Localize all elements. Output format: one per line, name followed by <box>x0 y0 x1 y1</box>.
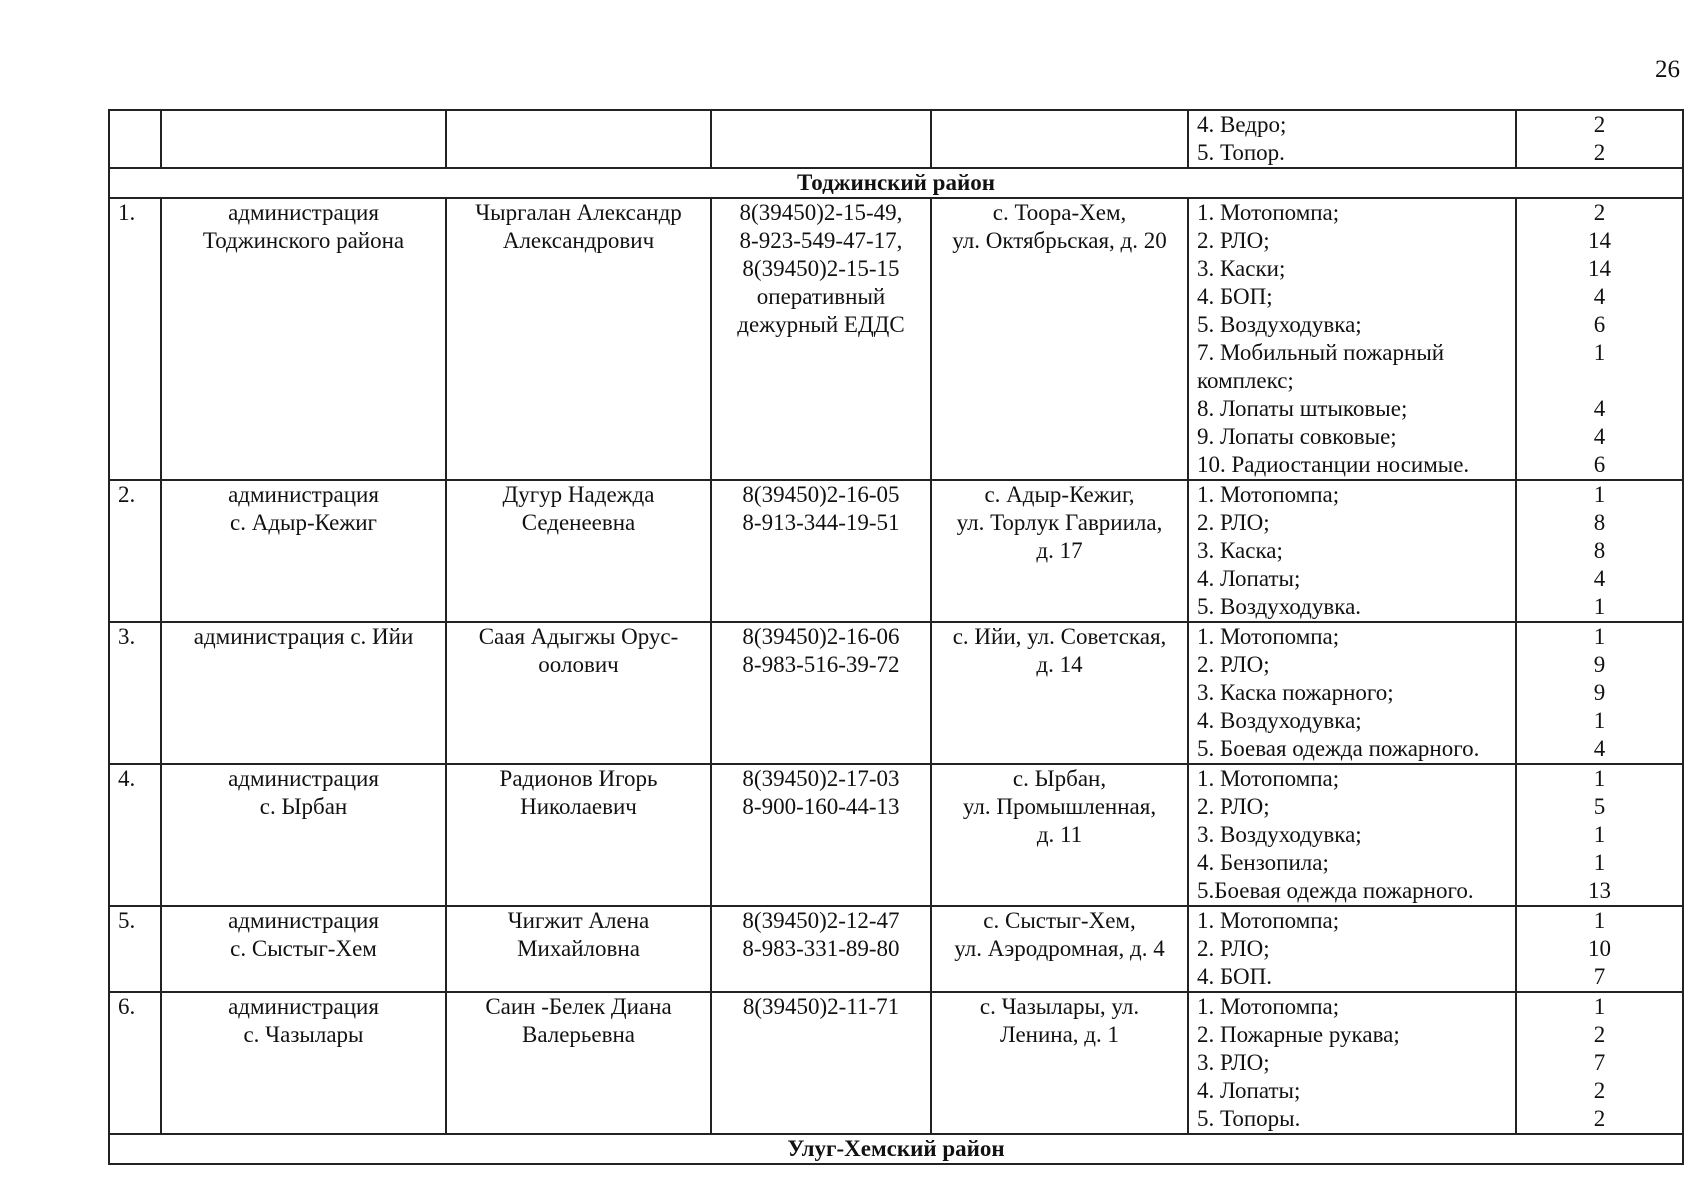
quantity-line: 1 <box>1593 708 1606 733</box>
address-cell <box>931 198 1188 480</box>
table-row <box>109 480 1683 622</box>
organization-line: администрация <box>228 908 379 933</box>
row-number: 4. <box>109 764 161 906</box>
quantity-line: 9 <box>1593 680 1606 705</box>
phone-cell <box>711 764 931 906</box>
contact-person-line: Чигжит Алена <box>507 908 650 933</box>
organization-line: администрация <box>228 994 379 1019</box>
item-line: 1. Мотопомпа; <box>1197 766 1340 791</box>
item-line: 2. Пожарные рукава; <box>1197 1022 1400 1047</box>
phone-cell <box>711 906 931 992</box>
item-line: 5. Боевая одежда пожарного. <box>1197 736 1480 761</box>
item-line: 2. РЛО; <box>1197 936 1270 961</box>
address-line: с. Адыр-Кежиг, <box>984 482 1135 507</box>
phone-line: 8-983-331-89-80 <box>742 936 900 961</box>
quantity-line: 5 <box>1593 794 1606 819</box>
district-header-row <box>109 1134 1683 1164</box>
organization-cell <box>161 992 446 1134</box>
quantity-cell <box>1516 992 1683 1134</box>
quantity-line: 2 <box>1593 200 1606 225</box>
item-line: 1. Мотопомпа; <box>1197 624 1340 649</box>
contact-person-line: Михайловна <box>517 936 640 961</box>
item-line: 9. Лопаты совковые; <box>1197 424 1397 449</box>
items-cell <box>1188 622 1516 764</box>
empty-cell <box>931 110 1188 168</box>
quantity-cell <box>1516 480 1683 622</box>
item-line: 4. Ведро; <box>1197 112 1287 137</box>
quantity-line: 1 <box>1593 994 1606 1019</box>
quantity-line: 1 <box>1593 482 1606 507</box>
table-row <box>109 198 1683 480</box>
table-row <box>109 992 1683 1134</box>
quantity-line: 1 <box>1593 624 1606 649</box>
table-row <box>109 906 1683 992</box>
contact-person-cell <box>446 198 711 480</box>
quantity-cell <box>1516 198 1683 480</box>
item-line: 3. Каска пожарного; <box>1197 680 1394 705</box>
item-line: комплекс; <box>1197 368 1294 393</box>
quantity-line <box>1521 367 1678 395</box>
row-number: 5. <box>109 906 161 992</box>
district-header: Тоджинский район <box>109 168 1683 198</box>
quantity-line: 7 <box>1593 1050 1606 1075</box>
address-line: ул. Промышленная, <box>962 794 1157 819</box>
contact-person-line: Саин -Белек Диана <box>485 994 672 1019</box>
quantity-line: 14 <box>1588 256 1611 281</box>
organization-cell <box>161 480 446 622</box>
items-cell <box>1188 198 1516 480</box>
phone-line: 8-913-344-19-51 <box>742 510 900 535</box>
items-cell <box>1188 906 1516 992</box>
quantity-line: 1 <box>1593 340 1606 365</box>
organization-line: администрация <box>228 200 379 225</box>
item-line: 4. БОП; <box>1197 284 1273 309</box>
row-number: 1. <box>109 198 161 480</box>
phone-line: 8(39450)2-15-15 <box>742 256 900 281</box>
contact-person-line: Дугур Надежда <box>502 482 655 507</box>
quantity-line: 8 <box>1593 538 1606 563</box>
address-line: д. 11 <box>1036 822 1083 847</box>
empty-cell <box>446 110 711 168</box>
contact-person-cell <box>446 480 711 622</box>
quantity-line: 10 <box>1588 936 1611 961</box>
quantity-line: 2 <box>1593 112 1606 137</box>
continuation-row <box>109 110 1683 168</box>
address-cell <box>931 764 1188 906</box>
item-line: 2. РЛО; <box>1197 228 1270 253</box>
item-line: 1. Мотопомпа; <box>1197 908 1340 933</box>
item-line: 4. Воздуходувка; <box>1197 708 1362 733</box>
quantity-line: 1 <box>1593 766 1606 791</box>
item-line: 5. Топор. <box>1197 140 1285 165</box>
address-line: с. Сыстыг-Хем, <box>983 908 1136 933</box>
address-line: д. 17 <box>1036 538 1083 563</box>
organization-line: с. Чазылары <box>243 1022 364 1047</box>
organization-line: Тоджинского района <box>202 228 405 253</box>
district-header-row <box>109 168 1683 198</box>
equipment-table <box>108 109 1684 1165</box>
item-line: 1. Мотопомпа; <box>1197 994 1340 1019</box>
phone-line: 8-983-516-39-72 <box>742 652 900 677</box>
phone-line: 8(39450)2-16-06 <box>742 624 900 649</box>
quantity-cell <box>1516 622 1683 764</box>
quantity-line: 14 <box>1588 228 1611 253</box>
quantity-line: 7 <box>1593 964 1606 989</box>
address-line: д. 14 <box>1036 652 1083 677</box>
phone-cell <box>711 622 931 764</box>
contact-person-line: Саая Адыгжы Орус- <box>478 624 679 649</box>
phone-line: 8(39450)2-16-05 <box>742 482 900 507</box>
row-number: 2. <box>109 480 161 622</box>
organization-line: с. Сыстыг-Хем <box>230 936 377 961</box>
contact-person-line: Радионов Игорь <box>499 766 658 791</box>
items-cell <box>1188 480 1516 622</box>
phone-line: 8(39450)2-11-71 <box>742 994 900 1019</box>
item-line: 3. РЛО; <box>1197 1050 1270 1075</box>
address-cell <box>931 480 1188 622</box>
item-line: 4. Лопаты; <box>1197 1078 1301 1103</box>
item-line: 3. Каски; <box>1197 256 1286 281</box>
item-line: 5. Топоры. <box>1197 1106 1301 1131</box>
organization-line: администрация <box>228 482 379 507</box>
quantity-line: 13 <box>1588 878 1611 903</box>
quantity-line: 9 <box>1593 652 1606 677</box>
items-cell <box>1188 110 1516 168</box>
district-header: Улуг-Хемский район <box>109 1134 1683 1164</box>
quantity-line: 8 <box>1593 510 1606 535</box>
contact-person-line: Седенеевна <box>521 510 636 535</box>
item-line: 2. РЛО; <box>1197 652 1270 677</box>
contact-person-cell <box>446 764 711 906</box>
quantity-line: 6 <box>1593 452 1606 477</box>
organization-line: с. Адыр-Кежиг <box>230 510 377 535</box>
quantity-line: 4 <box>1593 566 1606 591</box>
address-line: Ленина, д. 1 <box>1000 1022 1119 1047</box>
quantity-line: 1 <box>1593 594 1606 619</box>
table-row <box>109 764 1683 906</box>
organization-cell <box>161 198 446 480</box>
phone-cell <box>711 992 931 1134</box>
quantity-line: 6 <box>1593 312 1606 337</box>
item-line: 2. РЛО; <box>1197 794 1270 819</box>
quantity-line: 1 <box>1593 822 1606 847</box>
quantity-cell <box>1516 906 1683 992</box>
phone-line: 8(39450)2-17-03 <box>742 766 900 791</box>
quantity-line: 4 <box>1593 736 1606 761</box>
phone-line: дежурный ЕДДС <box>737 312 905 337</box>
empty-cell <box>109 110 161 168</box>
item-line: 5. Воздуходувка; <box>1197 312 1362 337</box>
item-line: 7. Мобильный пожарный <box>1197 340 1445 365</box>
table-row <box>109 622 1683 764</box>
phone-line: 8(39450)2-12-47 <box>742 908 900 933</box>
address-cell <box>931 906 1188 992</box>
quantity-line: 2 <box>1593 1106 1606 1131</box>
contact-person-cell <box>446 622 711 764</box>
item-line: 3. Воздуходувка; <box>1197 822 1362 847</box>
organization-line: администрация с. Ийи <box>193 624 414 649</box>
phone-line: 8(39450)2-15-49, <box>739 200 903 225</box>
item-line: 1. Мотопомпа; <box>1197 482 1340 507</box>
page-number: 26 <box>1655 56 1680 83</box>
contact-person-line: Валерьевна <box>521 1022 635 1047</box>
quantity-cell <box>1516 110 1683 168</box>
row-number: 6. <box>109 992 161 1134</box>
empty-cell <box>161 110 446 168</box>
item-line: 4. БОП. <box>1197 964 1273 989</box>
address-line: ул. Аэродромная, д. 4 <box>954 936 1165 961</box>
item-line: 5. Воздуходувка. <box>1197 594 1362 619</box>
address-cell <box>931 992 1188 1134</box>
organization-line: с. Ырбан <box>259 794 348 819</box>
quantity-line: 4 <box>1593 396 1606 421</box>
contact-person-cell <box>446 906 711 992</box>
item-line: 2. РЛО; <box>1197 510 1270 535</box>
item-line: 4. Лопаты; <box>1197 566 1301 591</box>
address-cell <box>931 622 1188 764</box>
phone-line: оперативный <box>756 284 886 309</box>
item-line: 1. Мотопомпа; <box>1197 200 1340 225</box>
address-line: ул. Торлук Гавриила, <box>956 510 1163 535</box>
row-number: 3. <box>109 622 161 764</box>
quantity-line: 2 <box>1593 1078 1606 1103</box>
quantity-line: 1 <box>1593 908 1606 933</box>
quantity-line: 4 <box>1593 424 1606 449</box>
organization-cell <box>161 906 446 992</box>
phone-cell <box>711 198 931 480</box>
item-line: 3. Каска; <box>1197 538 1283 563</box>
item-line: 4. Бензопила; <box>1197 850 1329 875</box>
address-line: с. Тоора-Хем, <box>992 200 1127 225</box>
organization-cell <box>161 622 446 764</box>
phone-cell <box>711 480 931 622</box>
phone-line: 8-900-160-44-13 <box>742 794 900 819</box>
contact-person-line: Николаевич <box>520 794 637 819</box>
item-line: 10. Радиостанции носимые. <box>1197 452 1470 477</box>
quantity-line: 2 <box>1593 1022 1606 1047</box>
contact-person-cell <box>446 992 711 1134</box>
address-line: с. Чазылары, ул. <box>979 994 1140 1019</box>
items-cell <box>1188 764 1516 906</box>
address-line: ул. Октябрьская, д. 20 <box>952 228 1167 253</box>
item-line: 5.Боевая одежда пожарного. <box>1197 878 1474 903</box>
contact-person-line: Александрович <box>502 228 655 253</box>
quantity-line: 1 <box>1593 850 1606 875</box>
empty-cell <box>711 110 931 168</box>
quantity-line: 4 <box>1593 284 1606 309</box>
organization-line: администрация <box>228 766 379 791</box>
quantity-cell <box>1516 764 1683 906</box>
contact-person-line: оолович <box>538 652 619 677</box>
address-line: с. Ийи, ул. Советская, <box>952 624 1167 649</box>
phone-line: 8-923-549-47-17, <box>739 228 903 253</box>
address-line: с. Ырбан, <box>1012 766 1107 791</box>
contact-person-line: Чыргалан Александр <box>475 200 682 225</box>
quantity-line: 2 <box>1593 140 1606 165</box>
items-cell <box>1188 992 1516 1134</box>
organization-cell <box>161 764 446 906</box>
item-line: 8. Лопаты штыковые; <box>1197 396 1408 421</box>
